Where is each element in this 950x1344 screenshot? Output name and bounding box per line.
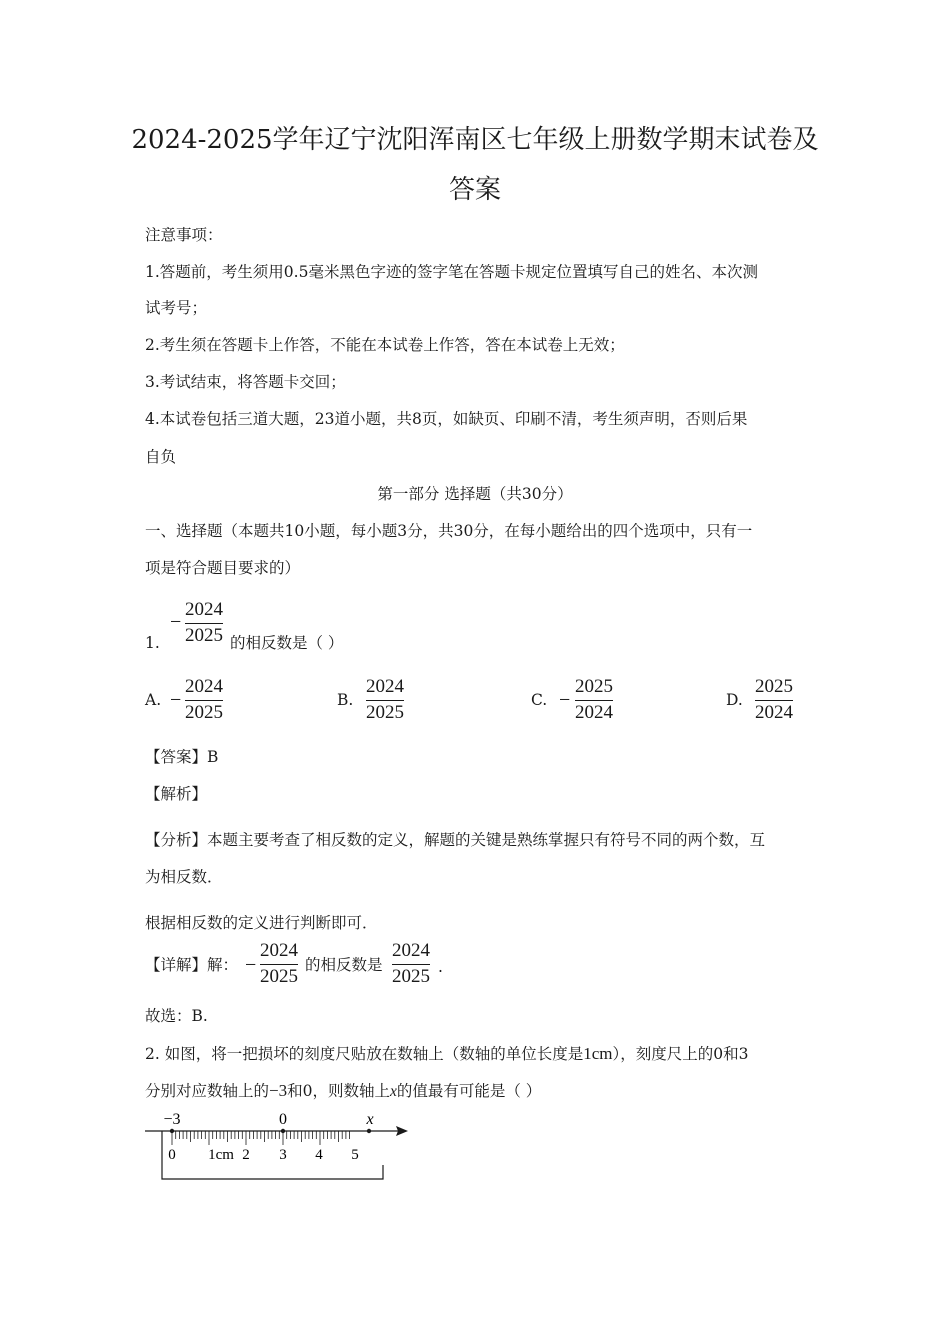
section1-intro-cont: 项是符合题目要求的） — [145, 559, 301, 577]
q1-option-b-den: 2025 — [366, 702, 404, 723]
q2-stem-part4: 和0，则数轴上 — [287, 1082, 390, 1100]
ruler-label-4: 4 — [315, 1147, 323, 1163]
q1-denominator: 2025 — [185, 625, 223, 646]
document-title-line1: 2024-2025学年辽宁沈阳浑南区七年级上册数学期末试卷及 — [131, 125, 819, 155]
q2-stem-part5: 的值最有可能是（ ） — [396, 1082, 542, 1100]
q1-option-b-num: 2024 — [366, 676, 404, 697]
notice-item-1-cont: 试考号； — [145, 299, 208, 317]
notice-item-4: 4.本试卷包括三道大题，23道小题，共8页，如缺页、印刷不清，考生须声明，否则后果 — [145, 410, 748, 428]
q1-analysis-heading: 【解析】 — [145, 785, 208, 803]
q2-ruler-figure — [140, 1105, 420, 1190]
q1-numerator: 2024 — [185, 599, 223, 620]
ruler-label-5: 5 — [351, 1147, 359, 1163]
q1-detail-prefix: 【详解】解： — [145, 956, 239, 974]
q1-option-a-num: 2024 — [185, 676, 223, 697]
q1-option-d-label: D. — [726, 691, 743, 709]
document-title-line2: 答案 — [448, 175, 501, 205]
q1-detail-num-1: 2024 — [260, 940, 298, 961]
ruler-label-1cm: 1cm — [208, 1147, 234, 1163]
q1-detail-mid: 的相反数是 — [305, 956, 383, 974]
q1-option-c-fraction — [575, 676, 613, 724]
axis-label-x: x — [366, 1111, 374, 1128]
q2-variable-x: x — [389, 1083, 397, 1100]
q1-option-c-den: 2024 — [575, 702, 613, 723]
q1-analysis-cont: 为相反数． — [145, 868, 223, 886]
q1-detail-num-2: 2024 — [392, 940, 430, 961]
part1-heading: 第一部分 选择题（共30分） — [377, 485, 573, 503]
q1-option-a-label: A. — [145, 691, 162, 709]
notice-item-2: 2.考生须在答题卡上作答，不能在本试卷上作答，答在本试卷上无效； — [145, 336, 625, 354]
q2-neg-three: −3 — [269, 1081, 288, 1100]
q1-number: 1. — [145, 634, 160, 652]
q1-detail-fraction-2 — [392, 940, 430, 988]
q1-option-b-label: B. — [337, 691, 354, 709]
q1-option-c-sign: − — [559, 689, 571, 711]
q1-option-a-fraction — [185, 676, 223, 724]
q2-stem-part2: ），刻度尺上的0和3 — [612, 1045, 749, 1063]
notice-heading: 注意事项： — [145, 226, 223, 244]
ruler-label-0: 0 — [168, 1147, 176, 1163]
q2-unit: 1cm — [583, 1044, 613, 1063]
q1-detail-fraction-1 — [260, 940, 298, 988]
point-x — [367, 1129, 371, 1133]
notice-item-1: 1.答题前，考生须用0.5毫米黑色字迹的签字笔在答题卡规定位置填写自己的姓名、本次测 — [145, 263, 758, 281]
q1-detail-den-2: 2025 — [392, 966, 430, 987]
q2-stem-line1 — [145, 1043, 748, 1065]
q1-detail-sign: − — [245, 954, 257, 976]
q1-fraction — [185, 599, 223, 647]
q1-detail-den-1: 2025 — [260, 966, 298, 987]
ruler-label-2: 2 — [242, 1147, 250, 1163]
axis-label-zero: 0 — [279, 1111, 287, 1128]
q1-choice: 故选：B. — [145, 1007, 208, 1025]
q1-stem: 的相反数是（ ） — [230, 634, 344, 652]
q1-option-d-den: 2024 — [755, 702, 793, 723]
q1-option-d-num: 2025 — [755, 676, 793, 697]
notice-item-3: 3.考试结束，将答题卡交回； — [145, 373, 346, 391]
q2-stem-part3: 分别对应数轴上的 — [145, 1082, 270, 1100]
ruler-label-3: 3 — [279, 1147, 287, 1163]
q2-stem-part1: 2. 如图，将一把损坏的刻度尺贴放在数轴上（数轴的单位长度是 — [145, 1045, 584, 1063]
q1-option-a-sign: − — [170, 689, 182, 711]
q2-stem-line2 — [145, 1080, 541, 1103]
ruler-ticks — [172, 1131, 350, 1145]
q1-minus-sign: − — [170, 611, 182, 633]
q1-method: 根据相反数的定义进行判断即可． — [145, 914, 378, 932]
section1-intro: 一、选择题（本题共10小题，每小题3分，共30分，在每小题给出的四个选项中，只有一 — [145, 522, 753, 540]
q1-analysis: 【分析】本题主要考查了相反数的定义，解题的关键是熟练掌握只有符号不同的两个数，互 — [145, 831, 766, 849]
q1-option-a-den: 2025 — [185, 702, 223, 723]
notice-item-4-cont: 自负 — [145, 448, 177, 466]
q1-option-c-label: C. — [531, 691, 548, 709]
q1-answer: 【答案】B — [145, 748, 219, 766]
q1-option-b-fraction — [366, 676, 404, 724]
q1-option-d-fraction — [755, 676, 793, 724]
axis-label-neg3: −3 — [163, 1111, 181, 1128]
q1-detail-end: . — [438, 958, 443, 976]
q1-option-c-num: 2025 — [575, 676, 613, 697]
